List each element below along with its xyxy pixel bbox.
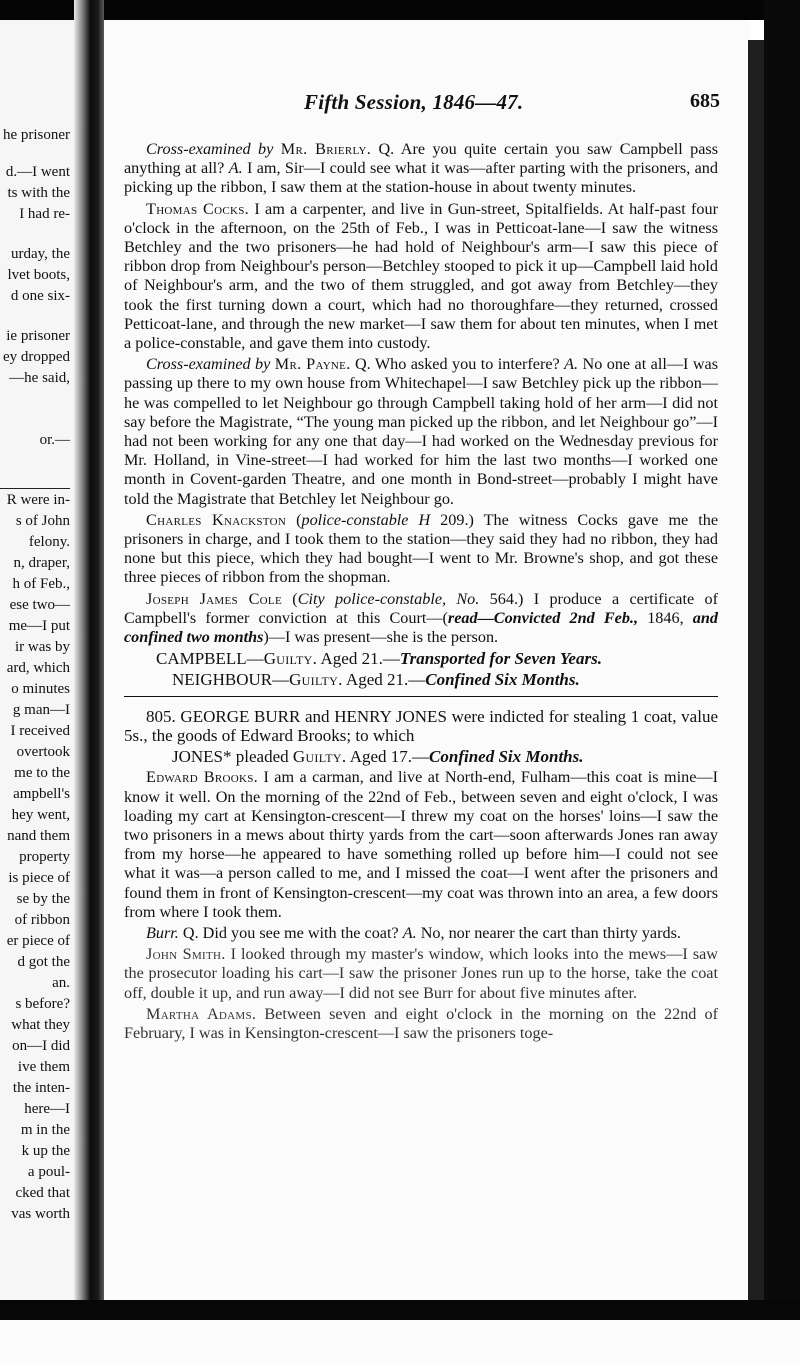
facing-page-line: ts with the bbox=[7, 185, 70, 201]
testimony-text: Between seven and eight o'clock in the morning on the 22nd of February, I was in Kensington-crescent—I saw the prisoners toge- bbox=[124, 1004, 718, 1042]
facing-page-line: a poul- bbox=[27, 1164, 70, 1180]
facing-page-line: me to the bbox=[14, 765, 70, 781]
verdict-age: Aged 21.— bbox=[317, 649, 400, 669]
answer-text: No, nor nearer the cart than thirty yards. bbox=[416, 923, 681, 942]
document-page bbox=[104, 20, 750, 1300]
plea-name: JONES* bbox=[172, 747, 232, 767]
paragraph-john-smith bbox=[124, 945, 718, 1003]
facing-page-line: cked that bbox=[15, 1185, 70, 1201]
facing-page-line: I had re- bbox=[19, 206, 70, 222]
scan-border-right bbox=[764, 0, 800, 1320]
facing-page-line: ese two— bbox=[9, 597, 70, 613]
facing-page-line: er piece of bbox=[6, 933, 70, 949]
paragraph-martha-adams bbox=[124, 1005, 718, 1043]
verdict-age: Aged 21.— bbox=[342, 670, 426, 690]
speaker-name: John Smith. bbox=[146, 945, 226, 964]
verdict-neighbour bbox=[124, 670, 718, 689]
answer-marker: A. bbox=[564, 355, 579, 374]
facing-page-line: o minutes bbox=[11, 681, 70, 697]
speaker-number: 564.) bbox=[479, 589, 524, 608]
verdict-plea: Guilty. bbox=[263, 649, 318, 669]
facing-page-line: lvet boots, bbox=[7, 267, 70, 283]
testimony-text: I am a carpenter, and live in Gun-street, Spitalfields. At half-past four o'clock in the afternoon, on the 25th of Feb., I was in Petticoat-lane—I saw the witness Betchley and the two prisoners—he had hold of Neighbour's arm—I saw this piece of ribbon drop from Neighbour's person—Betchley stooped to pick it up—Campbell laid hold of Neighbour's arm, and the two of them struggled, and got away from Betchley—they took the first turning down a court, which had no thoroughfare—they returned, crossed Petticoat-lane, and through the new market—I saw them for about ten minutes, when I met a police-constable, and gave them into custody. bbox=[124, 199, 718, 353]
testimony-text: I produce a certificate of Campbell's former conviction at this Court—( bbox=[124, 589, 718, 627]
plea-age: Aged 17.— bbox=[346, 747, 430, 767]
facing-page-line: s before? bbox=[15, 996, 70, 1012]
speaker-lead: Cross-examined by bbox=[146, 140, 274, 158]
facing-page-line: g man—I bbox=[12, 702, 70, 718]
facing-page-line: ard, which bbox=[6, 660, 70, 676]
facing-page-line: here—I bbox=[24, 1101, 70, 1117]
plea-mid: pleaded bbox=[231, 747, 293, 767]
case-number-and-defendants: 805. GEORGE BURR and HENRY JONES bbox=[146, 706, 447, 726]
speaker-name: Charles Knackston bbox=[146, 510, 287, 529]
facing-page-line: of ribbon bbox=[14, 912, 70, 928]
facing-page-line: what they bbox=[11, 1017, 70, 1033]
paragraph-cross-examination-payne bbox=[124, 355, 718, 509]
question-text: Q. Did you see me with the coat? bbox=[178, 923, 403, 942]
facing-page-line: I received bbox=[10, 723, 70, 739]
case-805-heading bbox=[124, 707, 718, 745]
read-year: 1846, bbox=[638, 608, 693, 627]
facing-page-line: s of John bbox=[15, 513, 70, 529]
speaker-name: Martha Adams. bbox=[146, 1004, 257, 1023]
paragraph-cross-examination-brierly bbox=[124, 140, 718, 198]
facing-page-line: nand them bbox=[7, 828, 70, 844]
facing-page-line: he prisoner bbox=[2, 127, 70, 143]
facing-page-line: h of Feb., bbox=[12, 576, 70, 592]
running-head: Fifth Session, 1846—47. bbox=[304, 90, 524, 114]
read-note: read—Convicted 2nd Feb., bbox=[447, 608, 639, 627]
facing-page-line: overtook bbox=[16, 744, 70, 760]
facing-page-line: m in the bbox=[20, 1122, 70, 1138]
facing-page-line: vas worth bbox=[11, 1206, 70, 1222]
speaker-name: Joseph James Cole bbox=[146, 589, 282, 608]
plea-guilty: Guilty. bbox=[292, 747, 347, 767]
paragraph-charles-knackston: Charles Knackston (police-constable H 209.) The witness Cocks gave me the prisoners in charge, and I took them to the station—they said they had no ribbon, they had none but this piece, which they had bought—I went to Mr. Browne's shop, and got these three pieces of ribbon from the shopman. bbox=[124, 510, 719, 587]
plea-jones bbox=[124, 747, 718, 766]
verdict-sentence: Transported for Seven Years. bbox=[399, 649, 602, 669]
paragraph-joseph-james-cole: Joseph James Cole (City police-constable, No. 564.) I produce a certificate of Campbell's former conviction at this Court—(read—Convicted 2nd Feb., 1846, and confined two months)—I was present—she is the person. bbox=[124, 589, 718, 647]
confinement-note: and confined two months bbox=[124, 608, 718, 647]
paragraph-edward-brooks bbox=[124, 768, 718, 922]
verdict-campbell bbox=[124, 649, 718, 668]
facing-page-fragment bbox=[0, 20, 74, 1300]
facing-page-line: R were in- bbox=[6, 492, 70, 508]
facing-page-line: d got the bbox=[17, 954, 70, 970]
question-text: Q. Are you quite certain you saw Campbell pass anything at all? bbox=[124, 140, 719, 178]
speaker-name: Burr. bbox=[146, 923, 179, 942]
speaker-role: police-constable H bbox=[301, 510, 431, 529]
verdict-sentence: Confined Six Months. bbox=[425, 670, 580, 690]
verdict-name: NEIGHBOUR— bbox=[172, 670, 290, 690]
scan-border-top bbox=[0, 0, 800, 20]
facing-page-line: hey went, bbox=[11, 807, 70, 823]
facing-page-line: ie prisoner bbox=[6, 328, 70, 344]
facing-page-line: property bbox=[19, 849, 70, 865]
page-number: 685 bbox=[690, 90, 720, 112]
answer-text: No one at all—I was passing up there to my own house from Whitechapel—I saw Betchley pick up the ribbon—he was compelled to let Neighbour go through Campbell taking hold of her arm—I did not say before the Magistrate, “The young man picked up the ribbon, and let Neighbour go”—I had not been working for any one that day—I had worked on the Wednesday previous for Mr. Holland, in Vine-street—I had worked for him the last two months—I worked one month in Covent-garden Theatre, and one month in Bond-street—probably I might have told the Magistrate that Betchley let Neighbour go. bbox=[124, 355, 719, 508]
page-body bbox=[124, 140, 718, 1045]
plea-sentence: Confined Six Months. bbox=[429, 747, 584, 767]
case-indictment-text: were indicted for stealing 1 coat, value 5s., the goods of Edward Brooks; to which bbox=[124, 706, 718, 745]
facing-page-line: the inten- bbox=[12, 1080, 70, 1096]
facing-page-line: on—I did bbox=[12, 1038, 70, 1054]
speaker-number: 209.) bbox=[430, 510, 474, 529]
facing-page-line: se by the bbox=[16, 891, 70, 907]
verdict-plea: Guilty. bbox=[289, 670, 343, 690]
testimony-text: I looked through my master's window, which looks into the mews—I saw the prosecutor loading his cart—I saw the prisoner Jones run up to the horse, take the coat off, double it up, and run away—I did not see Burr for about five minutes after. bbox=[124, 945, 718, 1002]
question-text: Q. Who asked you to interfere? bbox=[350, 355, 565, 374]
facing-page-line: or.— bbox=[39, 432, 70, 448]
paragraph-burr-question bbox=[124, 924, 718, 943]
scan-margin-bottom bbox=[0, 1320, 800, 1363]
answer-marker: A. bbox=[402, 923, 417, 942]
facing-page-line: ir was by bbox=[15, 639, 70, 655]
speaker-name: Mr. Brierly. bbox=[280, 140, 372, 158]
page-header bbox=[124, 90, 720, 118]
facing-page-line: felony. bbox=[28, 534, 70, 550]
facing-page-line: urday, the bbox=[10, 246, 70, 262]
facing-page-line: ey dropped bbox=[2, 349, 70, 365]
facing-page-line: me—I put bbox=[8, 618, 70, 634]
case-divider-rule bbox=[124, 696, 718, 697]
book-gutter bbox=[74, 0, 104, 1320]
speaker-role: City police-constable, No. bbox=[297, 589, 480, 608]
speaker-name: Edward Brooks. bbox=[146, 768, 258, 787]
facing-page-line: ive them bbox=[17, 1059, 70, 1075]
facing-page-line: d one six- bbox=[10, 288, 70, 304]
facing-page-line: an. bbox=[52, 975, 70, 991]
verdict-name: CAMPBELL— bbox=[156, 649, 264, 669]
answer-marker: A. bbox=[228, 159, 243, 178]
facing-page-line: is piece of bbox=[8, 870, 70, 886]
facing-page-rule bbox=[0, 488, 70, 489]
speaker-lead: Cross-examined by bbox=[146, 355, 271, 374]
answer-text: I am, Sir—I could see what it was—after parting with the prisoners, and picking up the ribbon, I saw them at the station-house in about twenty minutes. bbox=[124, 159, 718, 197]
facing-page-line: —he said, bbox=[9, 370, 70, 386]
facing-page-line: d.—I went bbox=[5, 164, 70, 180]
testimony-text: The witness Cocks gave me the prisoners in charge, and I took them to the station—they said they had no ribbon, they had none but this piece, which they had bought—I went to Mr. Browne's shop, and got these three pieces of ribbon from the shopman. bbox=[124, 510, 719, 587]
paragraph-thomas-cocks bbox=[124, 200, 718, 354]
facing-page-line: ampbell's bbox=[13, 786, 70, 802]
testimony-text-end: )—I was present—she is the person. bbox=[263, 628, 499, 647]
testimony-text: I am a carman, and live at North-end, Fulham—this coat is mine—I know it well. On the morning of the 22nd of Feb., between seven and eight o'clock, I was loading my cart at Kensington-crescent—I threw my coat on the horses' loins—I saw the two prisoners in a mews about thirty yards from the cart—soon afterwards Jones ran away from my horse—he appeared to have something rolled up before him—I could not see what it was—a person called to me, and I missed the coat—I went after the prisoners and found them in front of Kensington-crescent—my coat was thrown into an area, a few doors from where I took them. bbox=[124, 768, 718, 921]
speaker-name: Thomas Cocks. bbox=[146, 199, 250, 218]
speaker-name: Mr. Payne. bbox=[274, 355, 351, 374]
facing-page-line: n, draper, bbox=[13, 555, 70, 571]
facing-page-line: k up the bbox=[21, 1143, 70, 1159]
